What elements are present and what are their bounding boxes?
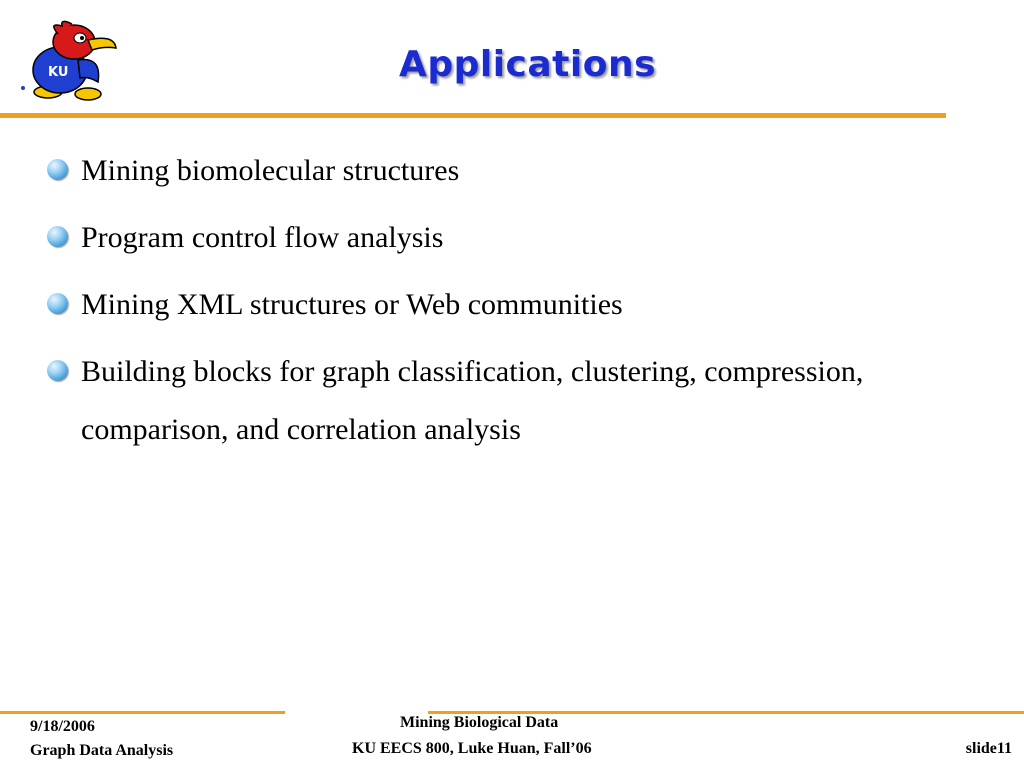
bullet-text: Mining biomolecular structures <box>81 154 460 187</box>
footer-course-info: KU EECS 800, Luke Huan, Fall’06 <box>352 740 592 757</box>
footer-course-title: Mining Biological Data <box>400 714 559 731</box>
bullet-item <box>47 343 947 459</box>
footer-course-name: Graph Data Analysis <box>30 742 174 759</box>
svg-text:KU: KU <box>48 65 69 80</box>
bullet-item <box>47 142 947 200</box>
bullet-icon <box>47 159 68 180</box>
bullet-list <box>47 142 947 459</box>
bullet-icon <box>47 226 68 247</box>
slide-title: Applications <box>398 44 657 85</box>
bullet-icon <box>47 293 68 314</box>
bullet-item <box>47 276 947 334</box>
bullet-text: Building blocks for graph classification, clustering, compression, comparison, and correlation analysis <box>81 355 864 446</box>
footer-divider-left <box>0 711 285 714</box>
bullet-text: Program control flow analysis <box>81 221 444 254</box>
bullet-icon <box>47 360 68 381</box>
bullet-text: Mining XML structures or Web communities <box>81 288 623 321</box>
footer-date: 9/18/2006 <box>30 718 95 735</box>
slide-number: slide11 <box>965 740 1012 757</box>
bullet-item <box>47 209 947 267</box>
title-divider <box>0 113 946 118</box>
